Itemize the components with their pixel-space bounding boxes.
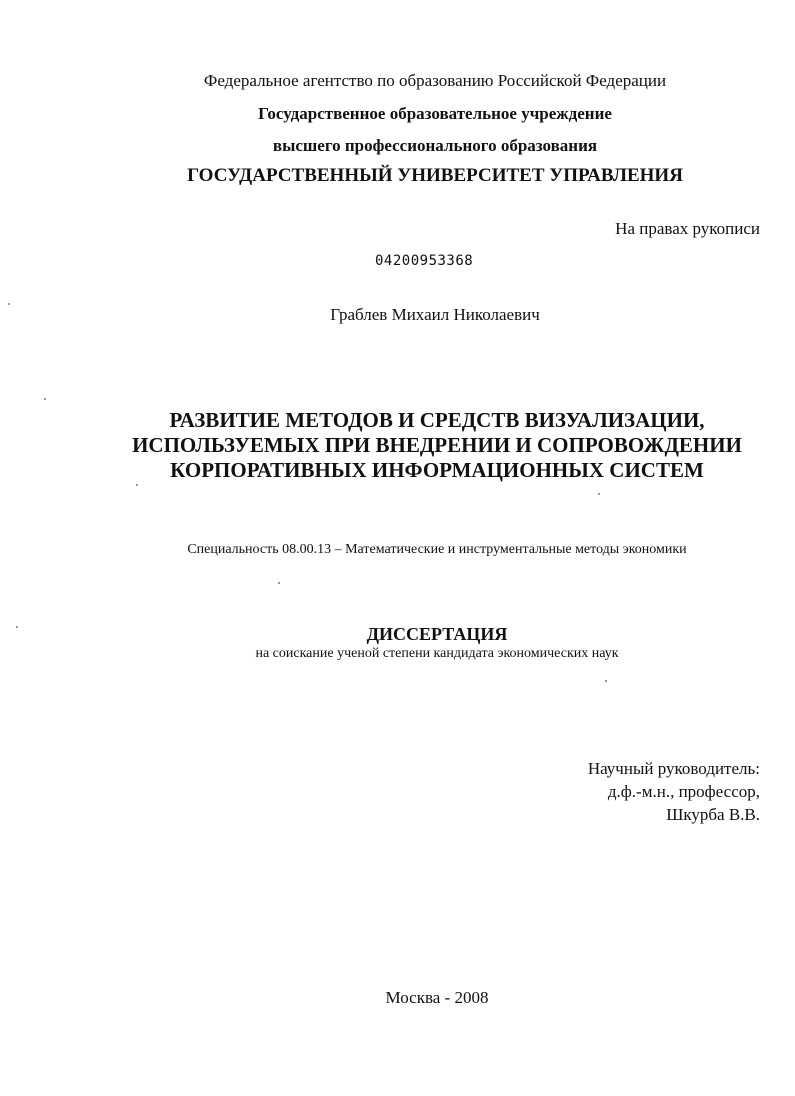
place-year: Москва - 2008: [385, 988, 489, 1007]
scan-speck: [44, 398, 46, 400]
advisor-name: Шкурба В.В.: [666, 805, 760, 824]
university-name: ГОСУДАРСТВЕННЫЙ УНИВЕРСИТЕТ УПРАВЛЕНИЯ: [187, 165, 683, 186]
scan-speck: [605, 680, 607, 682]
author-name: Граблев Михаил Николаевич: [330, 305, 540, 324]
advisor-block: [588, 757, 760, 826]
title-line-1: РАЗВИТИЕ МЕТОДОВ И СРЕДСТВ ВИЗУАЛИЗАЦИИ,: [169, 408, 705, 432]
manuscript-note: На правах рукописи: [615, 219, 760, 238]
dissertation-label: ДИССЕРТАЦИЯ: [366, 624, 508, 644]
dissertation-title: [0, 408, 795, 483]
scan-speck: [16, 626, 18, 628]
agency-line: Федеральное агентство по образованию Российской Федерации: [203, 71, 667, 90]
scan-speck: [278, 582, 280, 584]
title-line-3: КОРПОРАТИВНЫХ ИНФОРМАЦИОННЫХ СИСТЕМ: [170, 458, 704, 482]
advisor-role: Научный руководитель:: [587, 759, 760, 778]
institution-line-2: высшего профессионального образования: [272, 136, 598, 155]
specialty-line: Специальность 08.00.13 – Математические и инструментальные методы экономики: [187, 542, 687, 557]
institution-line-1: Государственное образовательное учреждение: [258, 104, 612, 123]
advisor-degree: д.ф.-м.н., профессор,: [607, 782, 760, 801]
catalog-number: 04200953368: [375, 253, 474, 269]
scan-speck: [136, 484, 138, 486]
title-line-2: ИСПОЛЬЗУЕМЫХ ПРИ ВНЕДРЕНИИ И СОПРОВОЖДЕНИИ: [132, 433, 742, 457]
scan-speck: [8, 303, 10, 305]
dissertation-subtitle: на соискание ученой степени кандидата экономических наук: [255, 646, 619, 661]
scan-speck: [598, 493, 600, 495]
